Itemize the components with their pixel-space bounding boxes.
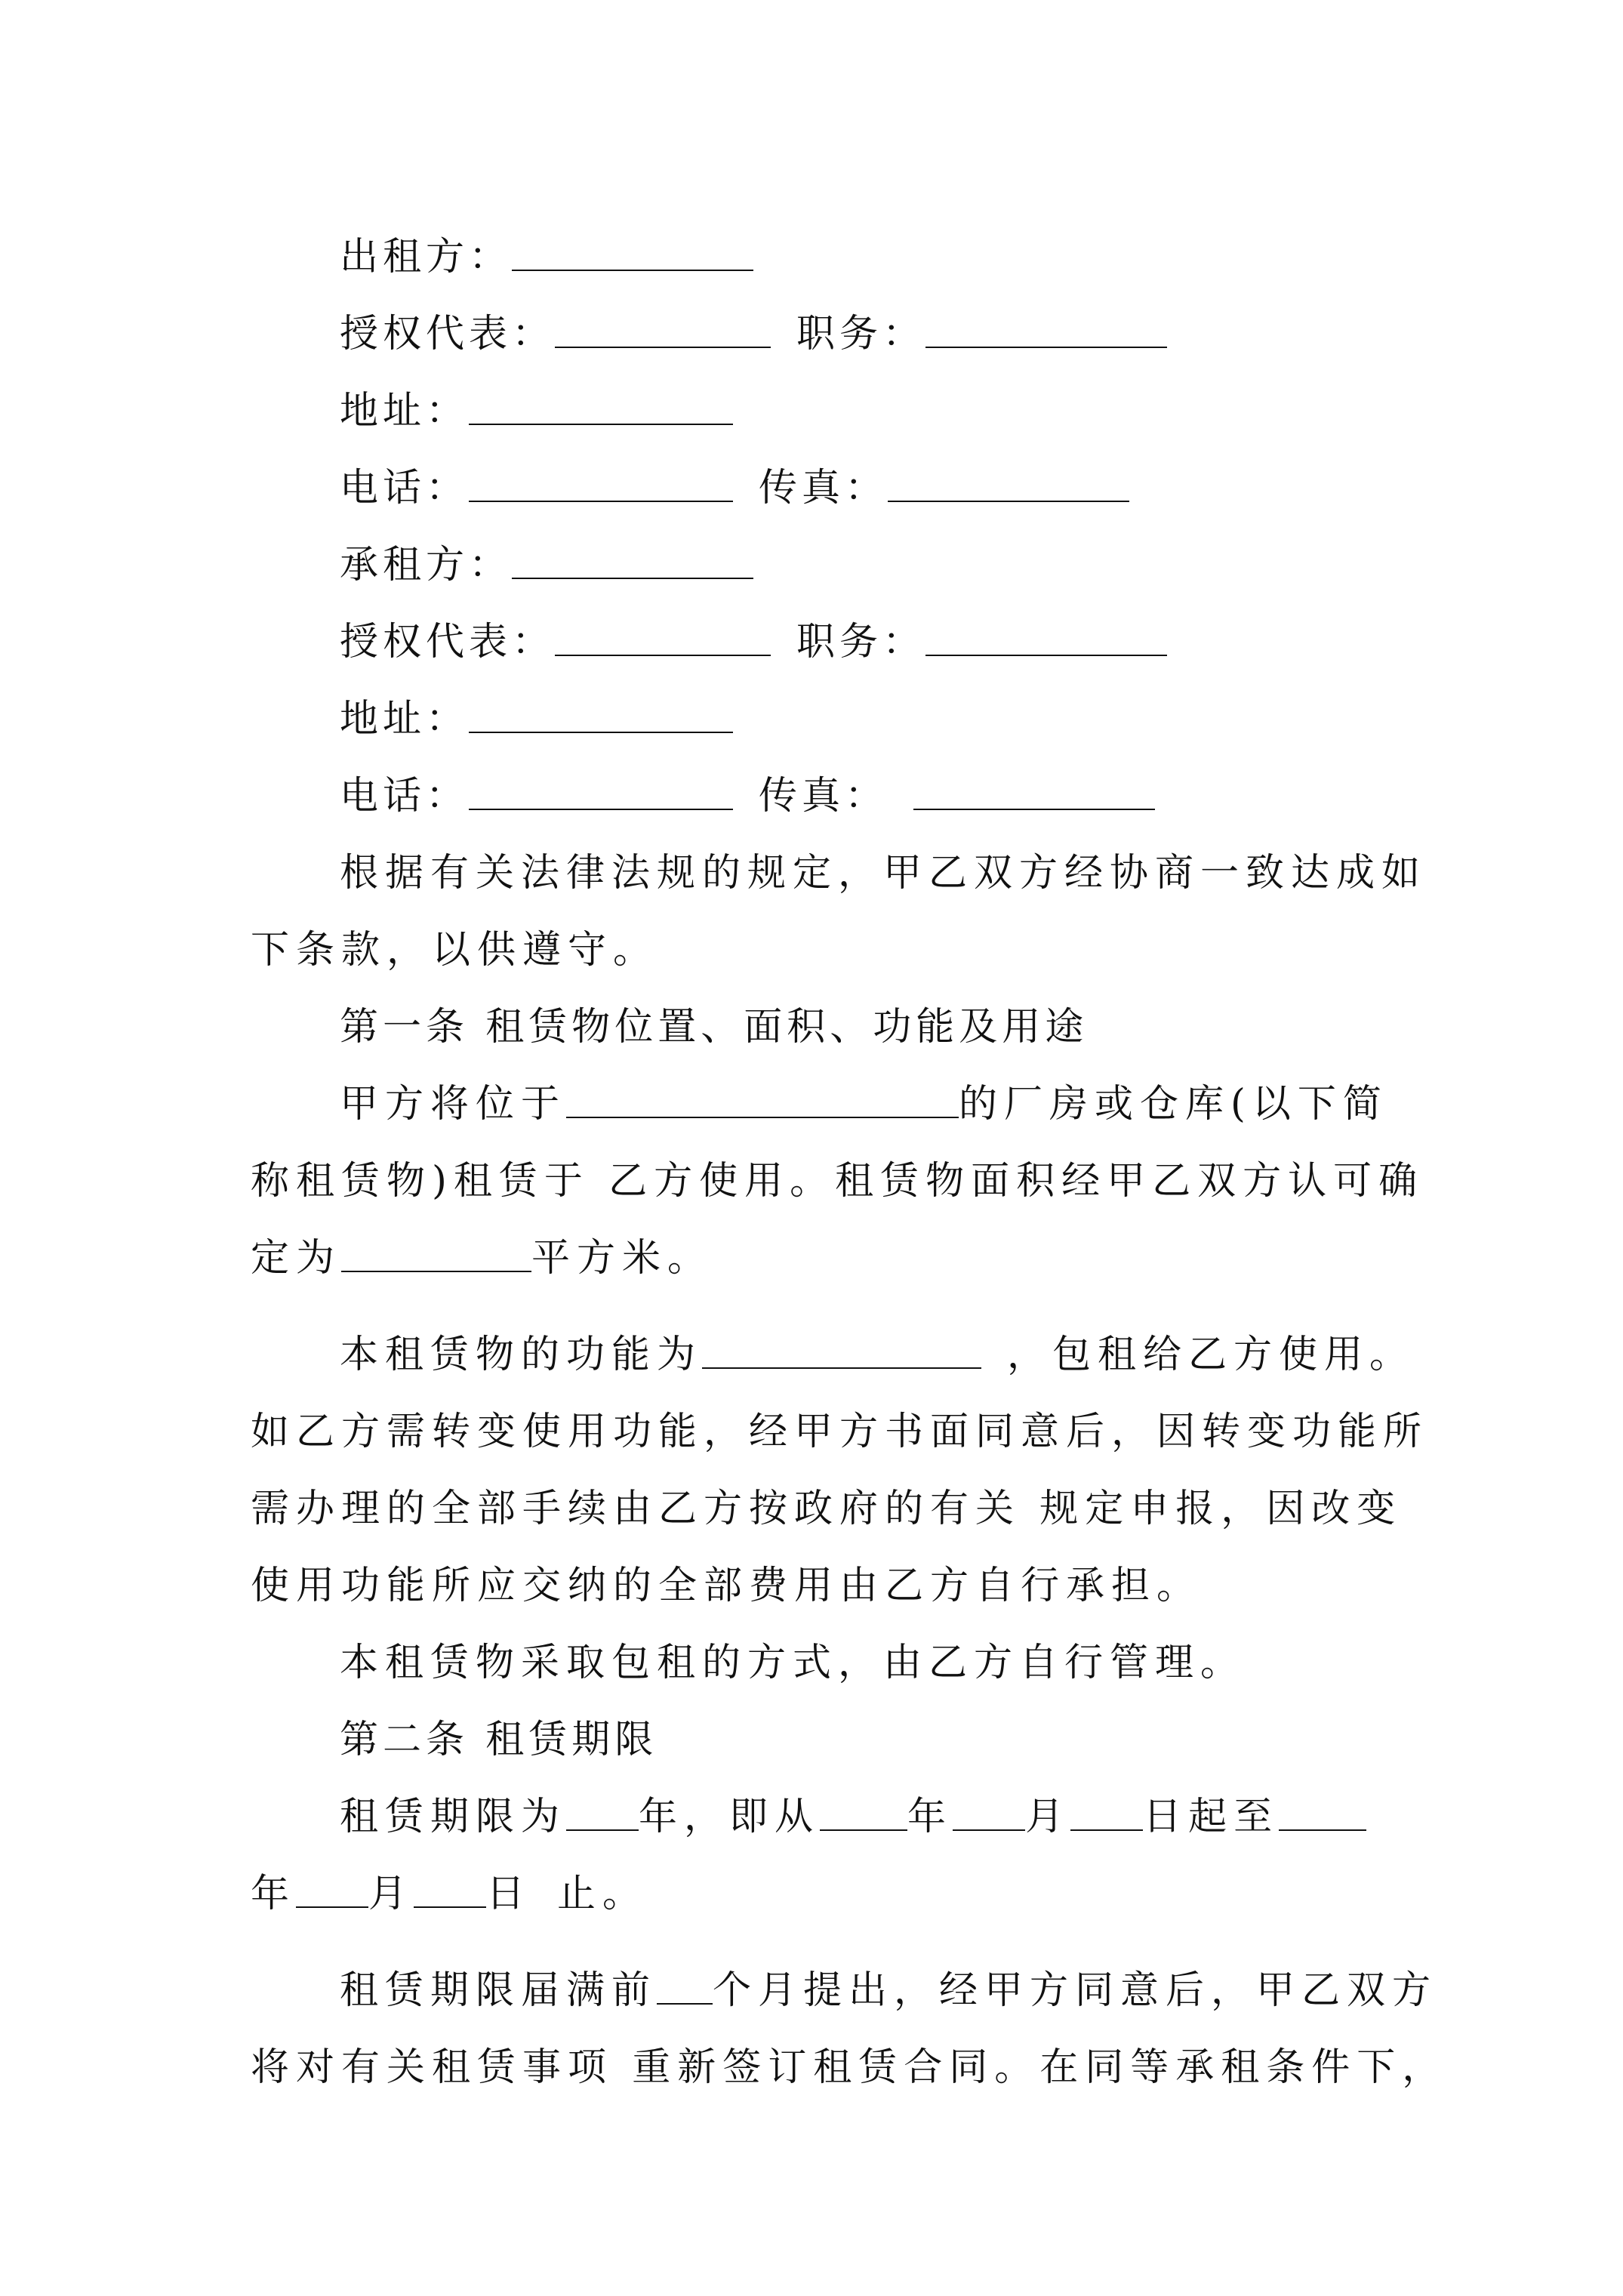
- lessee-phone-blank: [469, 775, 733, 810]
- end-month-blank: [296, 1873, 368, 1908]
- article2-renew-line-2: 将对有关租赁事项 重新签订租赁合同。在同等承租条件下，: [251, 2045, 1448, 2090]
- article2-term-line-1: [251, 1779, 1383, 1856]
- article1-p2-line-1: [251, 1317, 1415, 1394]
- lessee-title-label: 职务：: [796, 620, 926, 664]
- lessor-rep-line: [251, 296, 1383, 373]
- end-year-label: 年: [251, 1872, 297, 1916]
- lessee-phone-label: 电话：: [340, 774, 470, 818]
- article1-p1-line3-a: 定为: [251, 1236, 342, 1281]
- renew-months-blank: [657, 1970, 713, 2005]
- lessee-address-line: [251, 681, 1383, 758]
- lessee-rep-blank: [555, 621, 771, 656]
- article1-p1-line3-b: 平方米。: [531, 1236, 713, 1281]
- article1-p3: 本租赁物采取包租的方式，由乙方自行管理。: [340, 1641, 1246, 1685]
- term-text-b: ，即从: [684, 1795, 821, 1839]
- lessor-address-label: 地址：: [340, 389, 470, 433]
- article1-p2-text-a: 本租赁物的功能为: [340, 1333, 703, 1377]
- lessee-title-blank: [925, 621, 1167, 656]
- location-blank: [566, 1083, 959, 1118]
- lessor-address-blank: [469, 390, 733, 425]
- area-blank: [341, 1237, 531, 1272]
- end-month-label: 月: [368, 1872, 414, 1916]
- lessor-fax-label: 传真：: [759, 466, 888, 510]
- year-label: 年: [639, 1795, 685, 1839]
- lessor-name-blank: [512, 236, 753, 271]
- end-year-blank: [1279, 1796, 1366, 1831]
- start-month-blank: [953, 1796, 1025, 1831]
- article1-p1-line-3: [251, 1220, 1383, 1297]
- start-year-label: 年: [907, 1795, 953, 1839]
- renew-text-a: 租赁期限届满前: [340, 1968, 658, 2013]
- lessee-address-blank: [469, 698, 733, 733]
- lessor-address-line: [251, 373, 1383, 450]
- lessee-rep-label: 授权代表：: [340, 620, 556, 664]
- contract-document: [251, 219, 1448, 2106]
- lessee-address-label: 地址：: [340, 697, 470, 741]
- lessee-fax-label: 传真：: [759, 774, 888, 818]
- term-end-text: 止。: [557, 1872, 648, 1916]
- lessee-name-blank: [512, 544, 753, 579]
- end-day-blank: [414, 1873, 486, 1908]
- article1-p2-text-b: ，包租给乙方使用。: [1007, 1333, 1415, 1377]
- start-month-label: 月: [1025, 1795, 1071, 1839]
- lessee-phone-line: [251, 758, 1383, 835]
- term-text-a: 租赁期限为: [340, 1795, 567, 1839]
- lessor-phone-blank: [469, 467, 733, 502]
- lessee-fax-blank: [913, 775, 1155, 810]
- lessor-phone-label: 电话：: [340, 466, 470, 510]
- lessor-title-label: 职务：: [796, 312, 926, 356]
- lessor-fax-blank: [888, 467, 1129, 502]
- article1-p1-line-1: [251, 1066, 1388, 1143]
- article1-p2-line-3: 需办理的全部手续由乙方按政府的有关 规定申报，因改变: [251, 1487, 1403, 1531]
- article1-p1-text-b: 的厂房或仓库(以下简: [959, 1082, 1388, 1126]
- start-day-blank: [1070, 1796, 1143, 1831]
- lessor-party-line: [251, 219, 1383, 296]
- end-day-label: 日: [486, 1872, 532, 1916]
- renew-text-b: 个月提出，经甲方同意后，甲乙双方: [713, 1968, 1438, 2013]
- lessee-rep-line: [251, 604, 1383, 681]
- article1-p1-line-2: 称租赁物)租赁于 乙方使用。租赁物面积经甲乙双方认可确: [251, 1159, 1424, 1203]
- article1-p2-line-4: 使用功能所应交纳的全部费用由乙方自行承担。: [251, 1564, 1203, 1608]
- start-year-blank: [820, 1796, 907, 1831]
- lessee-party-label: 承租方：: [340, 543, 513, 587]
- article1-heading: 第一条 租赁物位置、面积、功能及用途: [340, 1005, 1089, 1049]
- function-blank: [702, 1334, 981, 1369]
- term-years-blank: [566, 1796, 639, 1831]
- lessor-party-label: 出租方：: [340, 235, 513, 279]
- preamble-line-2: 下条款，以供遵守。: [251, 928, 659, 972]
- article2-term-line-2: [251, 1856, 1383, 1933]
- lessee-party-line: [251, 527, 1383, 604]
- lessor-rep-blank: [555, 313, 771, 348]
- article1-p2-line-2: 如乙方需转变使用功能，经甲方书面同意后，因转变功能所: [251, 1410, 1429, 1454]
- lessor-rep-label: 授权代表：: [340, 312, 556, 356]
- term-text-c: 起至: [1188, 1795, 1280, 1839]
- lessor-title-blank: [925, 313, 1167, 348]
- article2-heading: 第二条 租赁期限: [340, 1718, 658, 1762]
- article2-renew-line-1: [251, 1952, 1438, 2029]
- article1-p1-text-a: 甲方将位于: [340, 1082, 567, 1126]
- preamble-line-1: 根据有关法律法规的规定，甲乙双方经协商一致达成如: [340, 851, 1427, 895]
- start-day-label: 日: [1143, 1795, 1189, 1839]
- lessor-phone-line: [251, 450, 1383, 527]
